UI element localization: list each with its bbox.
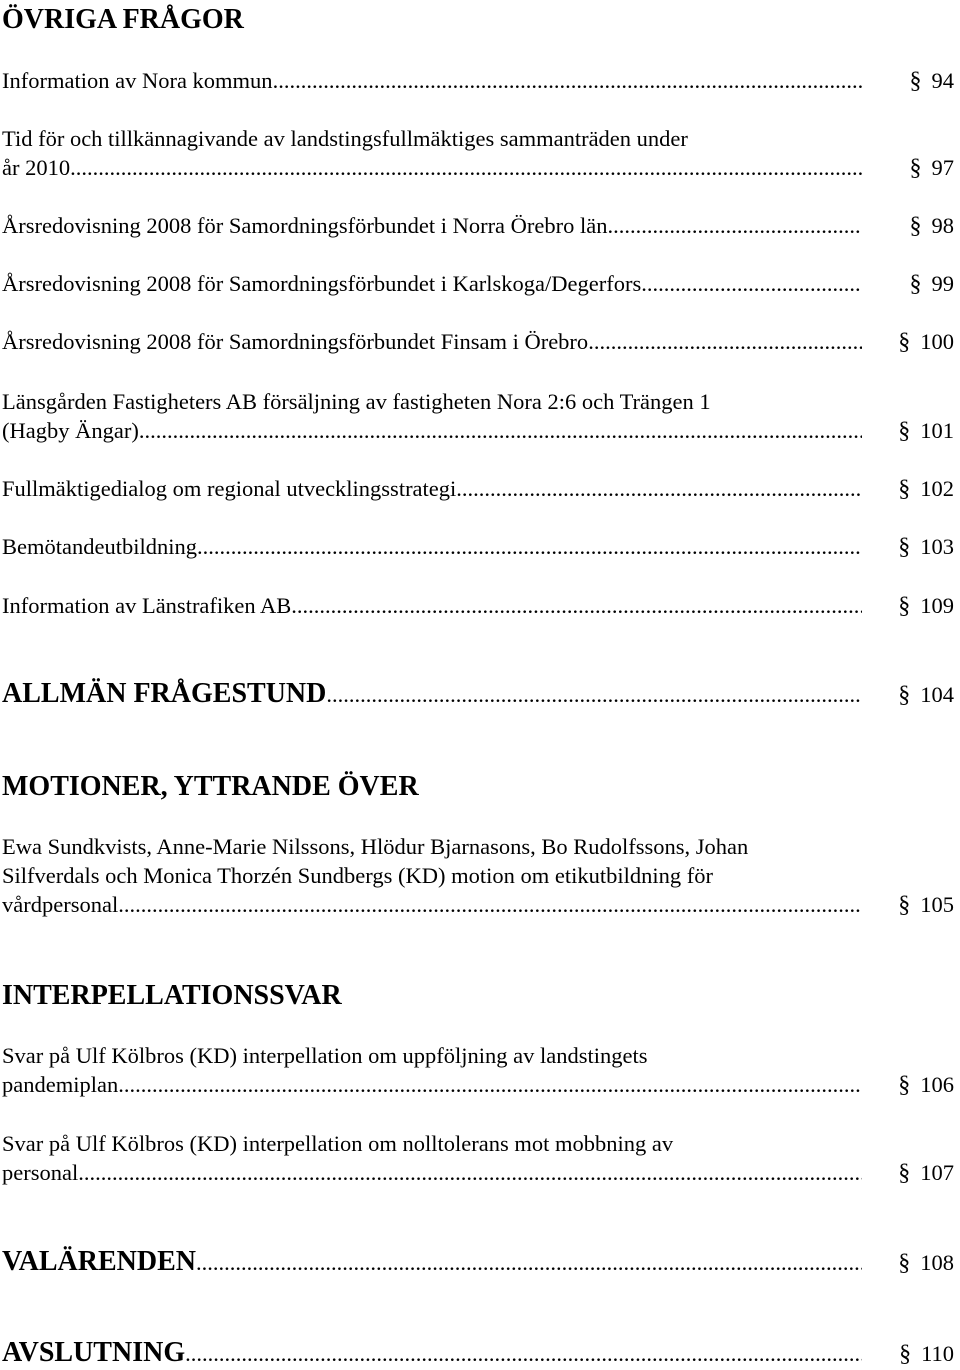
- dot-leader: [456, 474, 862, 503]
- toc-entry: Ewa Sundkvists, Anne-Marie Nilssons, Hlödur Bjarnasons, Bo Rudolfssons, Johan Silfverdals och Monica Thorzén Sundbergs (KD) motion om etikutbildning för vårdpersonal ..... § 105: [2, 832, 954, 920]
- toc-entry: Svar på Ulf Kölbros (KD) interpellation om uppföljning av landstingets pandemiplan ..... § 106: [2, 1041, 954, 1100]
- page-ref: § 108: [898, 1250, 954, 1276]
- toc-entry-valarenden: VALÄRENDEN ..... § 108: [2, 1246, 954, 1279]
- dot-leader: [118, 890, 862, 919]
- dot-leader: [588, 327, 862, 356]
- dot-leader: [641, 269, 862, 298]
- page-ref: § 94: [909, 68, 954, 94]
- dot-leader: [70, 153, 862, 182]
- toc-entry: Information av Nora kommun ..... § 94: [2, 66, 954, 96]
- dot-leader: [608, 211, 862, 240]
- toc-entry: Fullmäktigedialog om regional utvecklingsstrategi ..... § 102: [2, 474, 954, 504]
- page-ref: § 100: [898, 329, 954, 355]
- page-ref: § 97: [909, 155, 954, 181]
- page-ref: § 103: [898, 534, 954, 560]
- dot-leader: [273, 66, 862, 95]
- dot-leader: [78, 1158, 862, 1187]
- dot-leader: [139, 416, 862, 445]
- toc-entry: Årsredovisning 2008 för Samordningsförbundet i Norra Örebro län ..... § 98: [2, 211, 954, 241]
- dot-leader: [185, 1338, 862, 1370]
- dot-leader: [326, 679, 862, 711]
- toc-entry: Årsredovisning 2008 för Samordningsförbundet Finsam i Örebro ..... § 100: [2, 327, 954, 357]
- toc-entry: Bemötandeutbildning ..... § 103: [2, 532, 954, 562]
- page-ref: § 105: [898, 892, 954, 918]
- page-ref: § 107: [898, 1160, 954, 1186]
- toc-entry-allman-fragestund: ALLMÄN FRÅGESTUND ..... § 104: [2, 678, 954, 711]
- toc-entry: Tid för och tillkännagivande av landstingsfullmäktiges sammanträden under år 2010 ..... § 97: [2, 124, 954, 183]
- toc-entry-avslutning: AVSLUTNING ..... § 110: [2, 1337, 954, 1370]
- dot-leader: [197, 532, 862, 561]
- page-ref: § 102: [898, 476, 954, 502]
- dot-leader: [196, 1247, 862, 1279]
- section-heading-interpellationssvar: INTERPELLATIONSSVAR: [2, 980, 342, 1011]
- section-heading-ovriga-fragor: ÖVRIGA FRÅGOR: [2, 4, 244, 35]
- page-ref: § 101: [898, 418, 954, 444]
- toc-entry: Information av Länstrafiken AB ..... § 109: [2, 591, 954, 621]
- dot-leader: [118, 1070, 862, 1099]
- toc-entry: Årsredovisning 2008 för Samordningsförbundet i Karlskoga/Degerfors ..... § 99: [2, 269, 954, 299]
- dot-leader: [291, 591, 862, 620]
- page-ref: § 98: [909, 213, 954, 239]
- page-ref: § 109: [898, 593, 954, 619]
- toc-entry: Svar på Ulf Kölbros (KD) interpellation om nolltolerans mot mobbning av personal ..... § 107: [2, 1129, 954, 1188]
- section-heading-motioner: MOTIONER, YTTRANDE ÖVER: [2, 771, 419, 802]
- page-ref: § 99: [909, 271, 954, 297]
- toc-entry: Länsgården Fastigheters AB försäljning av fastigheten Nora 2:6 och Trängen 1 (Hagby Ängar) ..... § 101: [2, 387, 954, 446]
- page-ref: § 106: [898, 1072, 954, 1098]
- page-ref: § 104: [898, 682, 954, 708]
- page-ref: § 110: [899, 1341, 954, 1367]
